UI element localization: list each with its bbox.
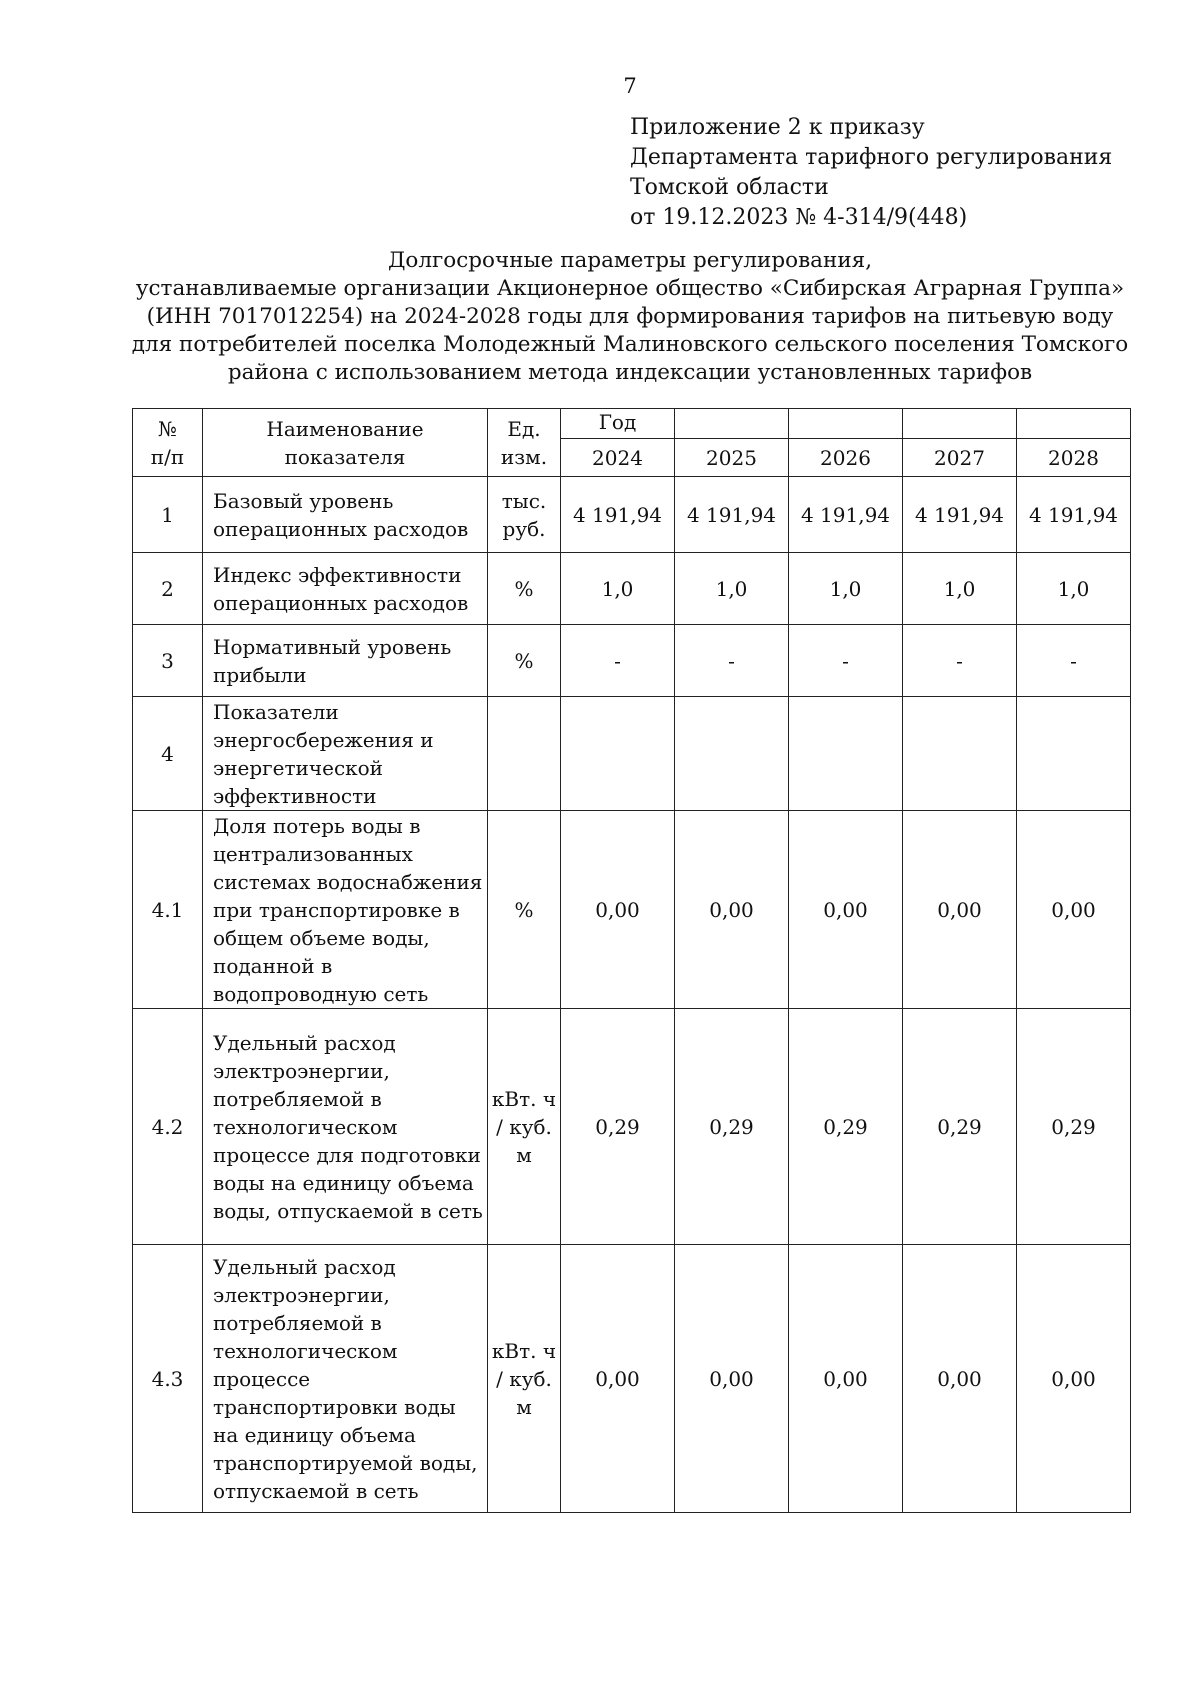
row-name: Удельный расход электроэнергии, потребляемой в технологическом процессе для подготовки воды на единицу объема воды, отпускаемой в сеть bbox=[203, 1009, 488, 1245]
row-value: 1,0 bbox=[903, 553, 1017, 625]
table-row bbox=[133, 811, 1131, 1009]
table-header-row bbox=[133, 409, 1131, 439]
header-unit bbox=[488, 409, 561, 477]
row-unit: % bbox=[488, 811, 561, 1009]
header-unit-line2: изм. bbox=[500, 444, 548, 469]
row-value: 0,29 bbox=[675, 1009, 789, 1245]
row-value: 4 191,94 bbox=[789, 477, 903, 553]
title-line: Долгосрочные параметры регулирования, bbox=[387, 248, 873, 273]
row-unit: кВт. ч / куб. м bbox=[488, 1009, 561, 1245]
row-unit: кВт. ч / куб. м bbox=[488, 1245, 561, 1513]
row-value: - bbox=[789, 625, 903, 697]
row-name: Показатели энергосбережения и энергетической эффективности bbox=[203, 697, 488, 811]
row-value: 1,0 bbox=[675, 553, 789, 625]
row-unit: % bbox=[488, 553, 561, 625]
row-name: Удельный расход электроэнергии, потребляемой в технологическом процессе транспортировки воды на единицу объема транспортируемой воды, отпускаемой в сеть bbox=[203, 1245, 488, 1513]
row-value bbox=[561, 697, 675, 811]
row-value: 4 191,94 bbox=[561, 477, 675, 553]
row-num: 4.2 bbox=[133, 1009, 203, 1245]
row-num: 3 bbox=[133, 625, 203, 697]
header-year: 2026 bbox=[789, 439, 903, 477]
header-year: 2025 bbox=[675, 439, 789, 477]
row-name: Базовый уровень операционных расходов bbox=[203, 477, 488, 553]
appendix-block bbox=[630, 113, 1112, 233]
row-value: 0,00 bbox=[1017, 1245, 1131, 1513]
table-row bbox=[133, 1009, 1131, 1245]
row-value bbox=[1017, 697, 1131, 811]
row-value: 1,0 bbox=[1017, 553, 1131, 625]
document-title bbox=[130, 247, 1130, 387]
header-num-line2: п/п bbox=[150, 444, 185, 469]
table-row bbox=[133, 553, 1131, 625]
header-year: 2028 bbox=[1017, 439, 1131, 477]
row-value: 0,00 bbox=[789, 811, 903, 1009]
header-name-line2: показателя bbox=[284, 444, 406, 469]
row-value bbox=[903, 697, 1017, 811]
title-line: района с использованием метода индексации установленных тарифов bbox=[227, 360, 1033, 385]
row-value: 0,00 bbox=[903, 1245, 1017, 1513]
row-value: 1,0 bbox=[561, 553, 675, 625]
row-value: 0,00 bbox=[1017, 811, 1131, 1009]
row-value: 0,00 bbox=[675, 1245, 789, 1513]
header-num-line1: № bbox=[158, 416, 177, 441]
row-value: - bbox=[903, 625, 1017, 697]
title-line: для потребителей поселка Молодежный Малиновского сельского поселения Томского bbox=[131, 332, 1129, 357]
appendix-line: от 19.12.2023 № 4-314/9(448) bbox=[630, 205, 968, 230]
header-num bbox=[133, 409, 203, 477]
row-value: 4 191,94 bbox=[1017, 477, 1131, 553]
title-line: устанавливаемые организации Акционерное общество «Сибирская Аграрная Группа» bbox=[135, 276, 1125, 301]
row-value: 0,29 bbox=[789, 1009, 903, 1245]
parameters-table bbox=[132, 408, 1131, 1513]
table-row bbox=[133, 625, 1131, 697]
title-line: (ИНН 7017012254) на 2024-2028 годы для формирования тарифов на питьевую воду bbox=[146, 304, 1114, 329]
header-unit-line1: Ед. bbox=[507, 416, 541, 441]
row-value: 1,0 bbox=[789, 553, 903, 625]
row-value: 0,00 bbox=[675, 811, 789, 1009]
header-year-blank bbox=[903, 409, 1017, 439]
header-year-blank bbox=[675, 409, 789, 439]
header-name-line1: Наименование bbox=[266, 416, 424, 441]
row-value: 0,00 bbox=[561, 811, 675, 1009]
appendix-line: Приложение 2 к приказу bbox=[630, 115, 925, 140]
row-unit: % bbox=[488, 625, 561, 697]
table-row bbox=[133, 697, 1131, 811]
appendix-line: Департамента тарифного регулирования bbox=[630, 145, 1113, 170]
row-num: 4.3 bbox=[133, 1245, 203, 1513]
row-unit: тыс. руб. bbox=[488, 477, 561, 553]
row-value bbox=[789, 697, 903, 811]
header-year: 2024 bbox=[561, 439, 675, 477]
header-name bbox=[203, 409, 488, 477]
row-value: 0,29 bbox=[903, 1009, 1017, 1245]
row-value: 0,00 bbox=[789, 1245, 903, 1513]
row-name: Доля потерь воды в централизованных системах водоснабжения при транспортировке в общем объеме воды, поданной в водопроводную сеть bbox=[203, 811, 488, 1009]
row-value: - bbox=[675, 625, 789, 697]
row-num: 1 bbox=[133, 477, 203, 553]
row-value: 0,29 bbox=[561, 1009, 675, 1245]
row-value: - bbox=[1017, 625, 1131, 697]
row-unit bbox=[488, 697, 561, 811]
header-year-blank bbox=[789, 409, 903, 439]
row-num: 4 bbox=[133, 697, 203, 811]
header-year-blank bbox=[1017, 409, 1131, 439]
row-value: 0,00 bbox=[903, 811, 1017, 1009]
header-year-label: Год bbox=[561, 409, 675, 439]
table-row bbox=[133, 477, 1131, 553]
table-row bbox=[133, 1245, 1131, 1513]
row-value: 0,29 bbox=[1017, 1009, 1131, 1245]
row-value: 4 191,94 bbox=[903, 477, 1017, 553]
page-number: 7 bbox=[623, 74, 637, 98]
row-value: 4 191,94 bbox=[675, 477, 789, 553]
appendix-line: Томской области bbox=[630, 175, 829, 200]
row-num: 4.1 bbox=[133, 811, 203, 1009]
header-year: 2027 bbox=[903, 439, 1017, 477]
row-name: Нормативный уровень прибыли bbox=[203, 625, 488, 697]
row-num: 2 bbox=[133, 553, 203, 625]
row-name: Индекс эффективности операционных расходов bbox=[203, 553, 488, 625]
row-value: - bbox=[561, 625, 675, 697]
row-value: 0,00 bbox=[561, 1245, 675, 1513]
row-value bbox=[675, 697, 789, 811]
